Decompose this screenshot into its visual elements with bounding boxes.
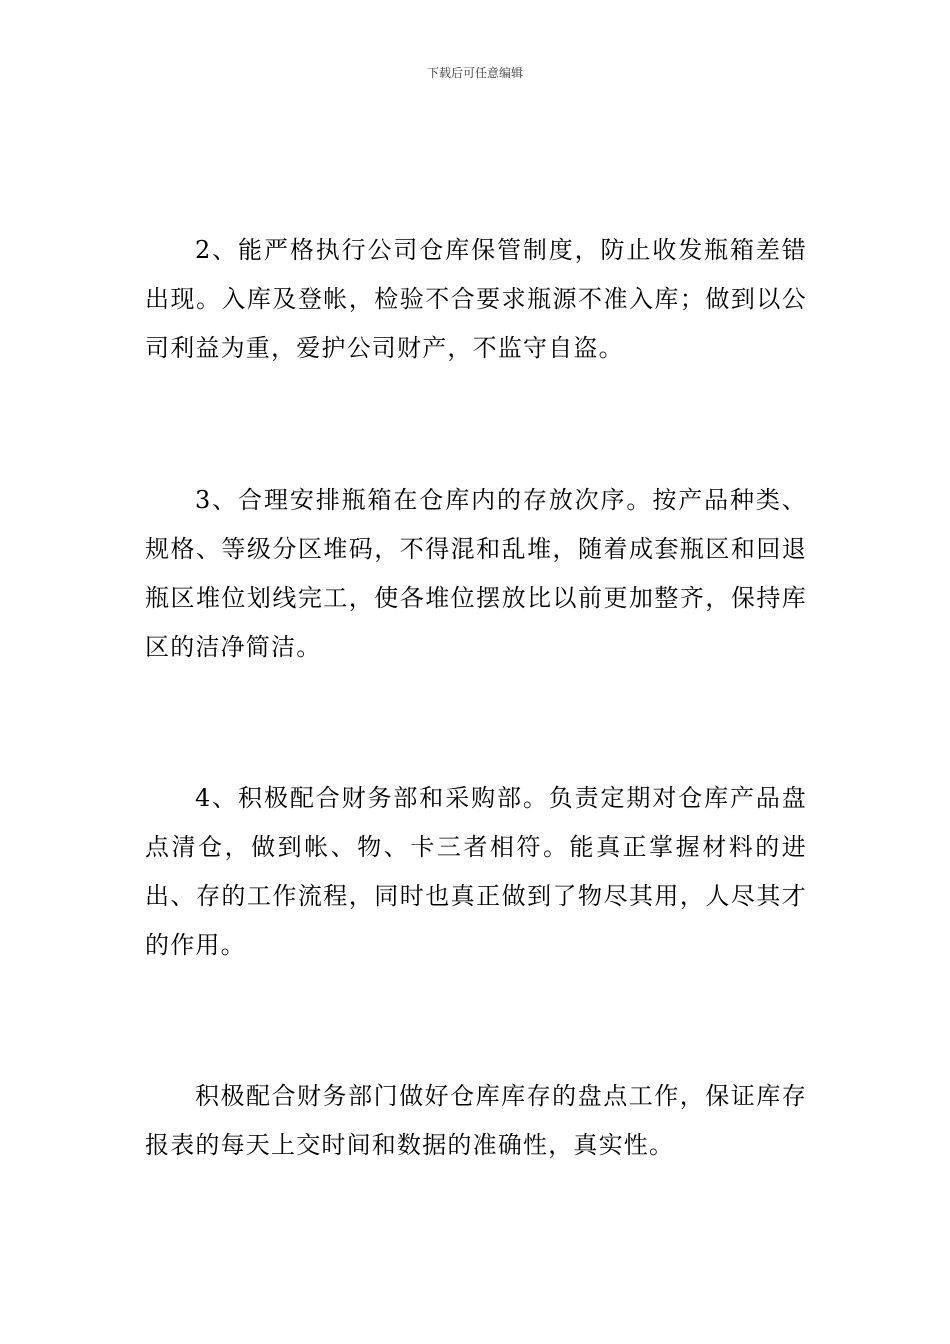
paragraph-inventory: 积极配合财务部门做好仓库库存的盘点工作，保证库存报表的每天上交时间和数据的准确性，真实性。	[145, 1082, 807, 1159]
paragraph-item-3: 3、合理安排瓶箱在仓库内的存放次序。按产品种类、规格、等级分区堆码，不得混和乱堆，随着成套瓶区和回退瓶区堆位划线完工，使各堆位摆放比以前更加整齐，保持库区的洁净简洁。	[145, 486, 807, 661]
paragraph-item-2: 2、能严格执行公司仓库保管制度，防止收发瓶箱差错出现。入库及登帐，检验不合要求瓶源不准入库；做到以公司利益为重，爱护公司财产，不监守自盗。	[145, 236, 807, 362]
paragraph-item-4: 4、积极配合财务部和采购部。负责定期对仓库产品盘点清仓，做到帐、物、卡三者相符。能真正掌握材料的进出、存的工作流程，同时也真正做到了物尽其用，人尽其才的作用。	[145, 784, 807, 959]
page-header: 下载后可任意编辑	[426, 66, 523, 80]
